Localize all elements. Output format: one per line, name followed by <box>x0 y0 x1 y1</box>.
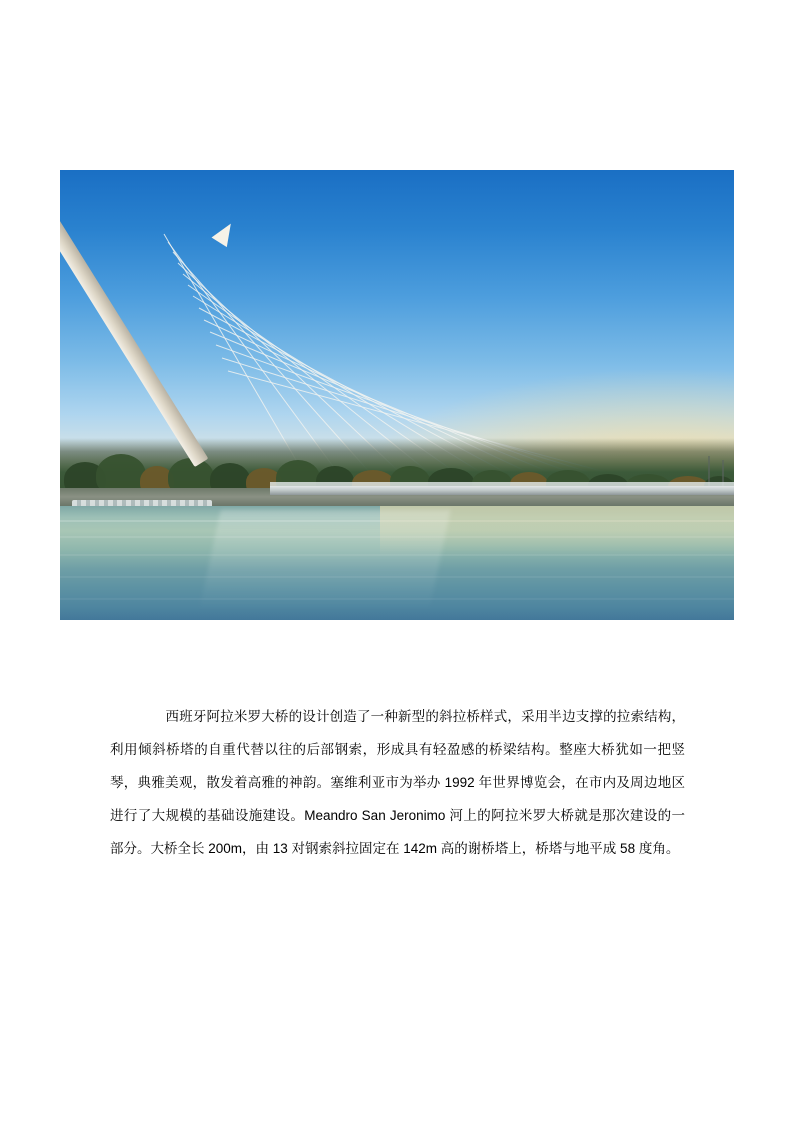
alamillo-bridge-photo <box>60 170 734 620</box>
photo-canvas <box>60 170 734 620</box>
pylon-tip <box>212 219 239 247</box>
pylon-reflection <box>199 510 450 610</box>
paragraph-text: 西班牙阿拉米罗大桥的设计创造了一种新型的斜拉桥样式，采用半边支撑的拉索结构，利用倾斜桥塔的自重代替以往的后部钢索，形成具有轻盈感的桥梁结构。整座大桥犹如一把竖琴，典雅美观，散发着高雅的神韵。塞维利亚市为举办 1992 年世界博览会，在市内及周边地区进行了大规模的基础设施建设。Meandro San Jeronimo 河上的阿拉米罗大桥就是那次建设的一部分。大桥全长 200m，由 13 对钢索斜拉固定在 142m 高的谢桥塔上，桥塔与地平成 58 度角。 <box>110 709 685 857</box>
bridge-pylon <box>156 222 406 494</box>
body-paragraph <box>110 700 685 865</box>
